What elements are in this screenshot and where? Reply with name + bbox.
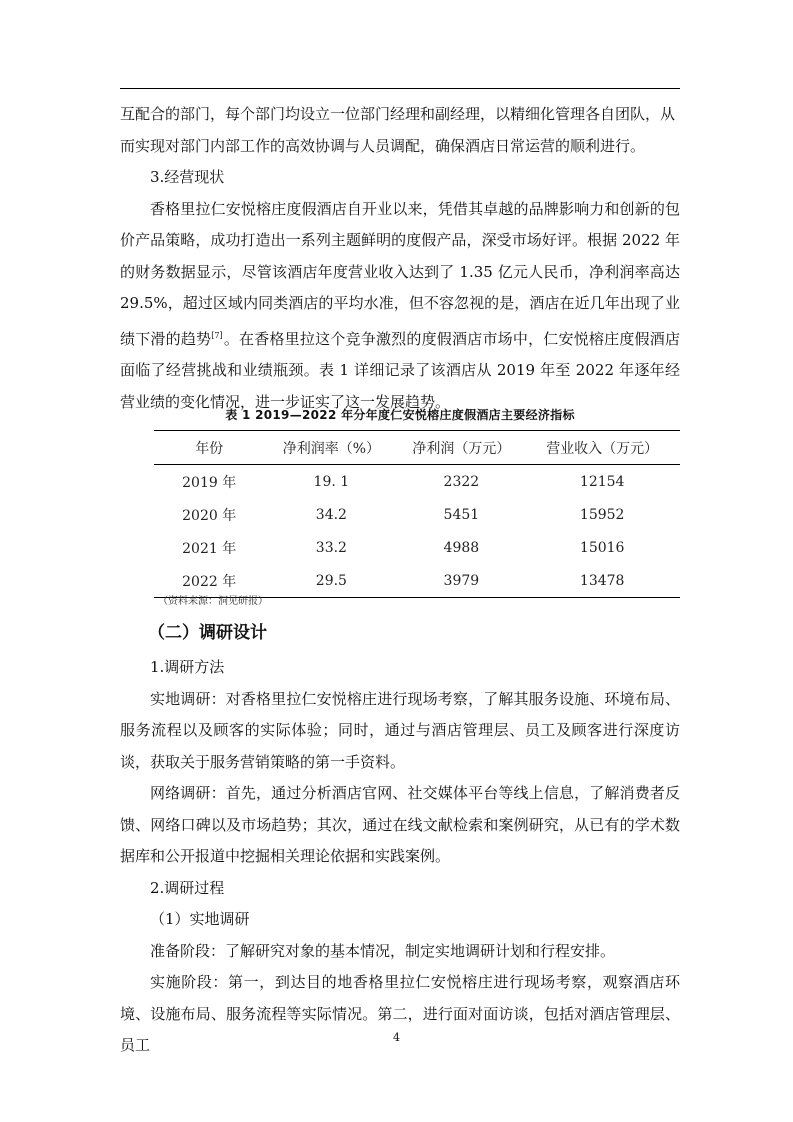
research-design-body [120, 652, 680, 1062]
citation-ref: [7] [211, 330, 223, 340]
section-3-text-b: 。在香格里拉这个竞争激烈的度假酒店市场中，仁安悦榕庄度假酒店面临了经营挑战和业绩瓶颈。表 1 详细记录了该酒店从 2019 年至 2022 年逐年经营业绩的变化情况，进一步证实了这一发展趋势。 [120, 329, 680, 411]
header-rule [120, 88, 680, 89]
cell-year: 2021 年 [182, 540, 237, 557]
cell-revenue: 15952 [579, 506, 625, 523]
table-row [154, 498, 680, 531]
cell-revenue: 13478 [524, 564, 680, 598]
cell-net-margin: 33.2 [315, 539, 347, 556]
cell-year: 2019 年 [182, 474, 237, 491]
online-research-paragraph: 网络调研：首先，通过分析酒店官网、社交媒体平台等线上信息，了解消费者反馈、网络口碑以及市场趋势；其次，通过在线文献检索和案例研究，从已有的学术数据库和公开报道中挖掘相关理论依据和实践案例。 [120, 784, 680, 865]
implementation-paragraph: 实施阶段：第一，到达目的地香格里拉仁安悦榕庄进行现场考察，观察酒店环境、设施布局、服务流程等实际情况。第二，进行面对面访谈，包括对酒店管理层、员工 [120, 973, 680, 1054]
intro-line-2: 而实现对部门内部工作的高效协调与人员调配，确保酒店日常运营的顺利进行。 [120, 136, 646, 155]
table-source-note: （资料来源：洞见研报） [158, 596, 268, 607]
table-caption: 表 1 2019—2022 年分年度仁安悦榕庄度假酒店主要经济指标 [225, 408, 575, 422]
intro-line-1: 互配合的部门，每个部门均设立一位部门经理和副经理，以精细化管理各自团队，从 [120, 105, 676, 123]
section-3-text-a: 香格里拉仁安悦榕庄度假酒店自开业以来，凭借其卓越的品牌影响力和创新的包价产品策略，成功打造出一系列主题鲜明的度假产品，深受市场好评。根据 2022 年的财务数据显示，尽管该酒店年度营业收入达到了 1.35 亿元人民币，净利润率高达 29.5%，超过区域内同类酒店的平均水准，但不容忽视的是，酒店在近几年出现了业绩下滑的趋势 [120, 199, 680, 348]
cell-net-margin: 29.5 [264, 564, 398, 598]
intro-paragraph [120, 99, 680, 162]
header-net-profit: 净利润（万元） [398, 431, 524, 465]
cell-revenue: 12154 [579, 473, 625, 490]
section-heading-research-design: （二）调研设计 [148, 623, 267, 643]
cell-year: 2020 年 [182, 507, 237, 524]
header-net-margin: 净利润率（%） [264, 431, 398, 465]
preparation-paragraph: 准备阶段：了解研究对象的基本情况，制定实地调研计划和行程安排。 [150, 941, 616, 960]
cell-year: 2022 年 [154, 564, 264, 598]
page-number: 4 [393, 1031, 400, 1044]
cell-net-profit: 4988 [443, 539, 480, 556]
cell-net-profit: 2322 [443, 473, 480, 490]
field-subheading: （1）实地调研 [150, 910, 250, 928]
cell-net-margin: 19. 1 [313, 473, 350, 490]
table-row [154, 465, 680, 499]
process-heading: 2.调研过程 [150, 878, 225, 897]
cell-revenue: 15016 [579, 539, 625, 556]
section-3-paragraph [120, 194, 680, 419]
cell-net-profit: 5451 [443, 506, 480, 523]
table-header-row [154, 431, 680, 465]
table-row [154, 531, 680, 564]
economic-indicators-table [154, 430, 680, 598]
section-3-heading: 3.经营现状 [150, 168, 225, 186]
field-research-paragraph: 实地调研：对香格里拉仁安悦榕庄进行现场考察，了解其服务设施、环境布局、服务流程以及顾客的实际体验；同时，通过与酒店管理层、员工及顾客进行深度访谈，获取关于服务营销策略的第一手资料。 [120, 689, 680, 771]
section-3 [120, 162, 680, 418]
header-year: 年份 [154, 431, 264, 465]
cell-net-margin: 34.2 [315, 506, 347, 523]
cell-net-profit: 3979 [398, 564, 524, 598]
method-heading: 1.调研方法 [150, 658, 225, 676]
header-revenue: 营业收入（万元） [524, 431, 680, 465]
